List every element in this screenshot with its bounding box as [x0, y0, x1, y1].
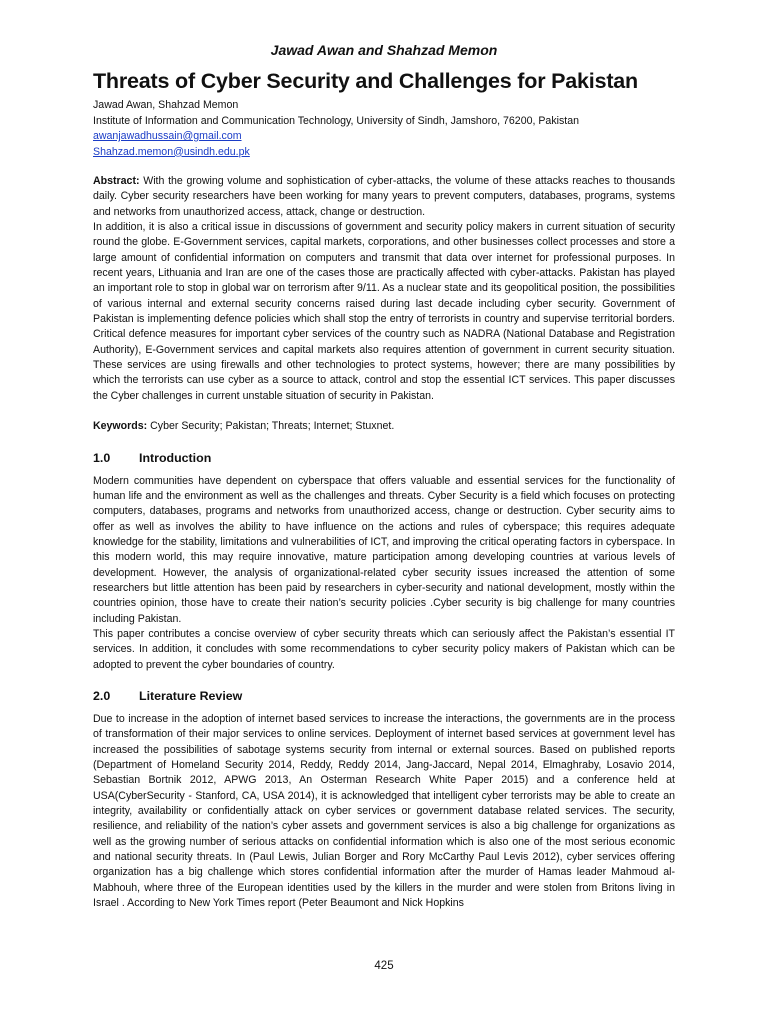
author-names: Jawad Awan, Shahzad Memon	[93, 99, 239, 111]
keywords-label: Keywords:	[93, 420, 148, 433]
email-link[interactable]: awanjawadhussain@gmail.com	[93, 130, 242, 142]
email-line-2	[93, 145, 675, 161]
abstract-block	[93, 174, 675, 404]
keywords-text: Cyber Security; Pakistan; Threats; Internet; Stuxnet.	[147, 420, 395, 433]
email-line-1	[93, 129, 675, 145]
body-paragraph: This paper contributes a concise overview of cyber security threats which can seriously affect the Pakistan’s essential IT services. In addition, it concludes with some recommendations to cyber security policy makers of Pakistan which can be adopted to prevent the cyber boundaries of country.	[93, 627, 675, 671]
author-affiliation: Institute of Information and Communication Technology, University of Sindh, Jamshoro, 76200, Pakistan	[93, 114, 580, 127]
paper-title: Threats of Cyber Security and Challenges for Pakistan	[93, 69, 638, 93]
section-heading-literature-review	[93, 688, 675, 704]
running-header: Jawad Awan and Shahzad Memon	[270, 42, 498, 58]
body-paragraph: Modern communities have dependent on cyberspace that offers valuable and essential services for the functionality of human life and the environment as well as the challenges and threats. Cyber Security is a field which focuses on protecting computers, databases, programs and networks from unauthorized access, change or destruction. Cyber security aims to offer as well as involves the ability to have influence on the actions and rules of cyberspace; this requires adequate knowledge for the stability, limitations and vulnerabilities of ICT, and improving the critical operating factors in cyberspace. In this modern world, this may require innovative, mature participation among developing countries at various levels of development. However, the analysis of organizational-related cyber security issues increased the attention of some researchers but little attention has been paid by researchers in cyber-security and national development, mostly within the countries opinion, those have to create their nation’s security policies .Cyber security is big challenge for many countries including Pakistan.	[93, 474, 675, 625]
abstract-text: With the growing volume and sophistication of cyber-attacks, the volume of these attacks reaches to thousands daily. Cyber security researchers have been working for many years to prevent computers, databases, programs, systems and networks from unauthorized access, attack, change or destruction.	[93, 175, 675, 218]
section-number: 1.0	[93, 450, 111, 465]
body-paragraph: Due to increase in the adoption of internet based services to increase the interactions, the governments are in the process of transformation of their major services to online services. Deployment of internet based services at government level has increased the possibilities of sabotage systems security from internal or external sources. Based on published reports (Department of Homeland Security 2014, Reddy, Reddy 2014, Jang-Jaccard, Nepal 2014, Elmaghraby, Losavio 2014, Sebastian Bortnik 2012, APWG 2013, An Osterman Research White Paper 2015) and a conference held at USA(CyberSecurity - Stanford, CA, USA 2014), it is acknowledged that intelligent cyber terrorists may be able to create an integrity, availability or confidentially attack on cyber services or government database related services. The security, resilience, and reliability of the nation’s cyber assets and government services is also a big challenge for organizations as well as the growing number of serious attacks on confidential information which is also one of the most serious economic and national security threats. In (Paul Lewis, Julian Borger and Rory McCarthy Paul Levis 2012), cyber services offering organization has a big challenge which stores confidential information after the murder of Hamas leader Mahmoud al-Mabhouh, where three of the European identities used by the killers in the murder and were stolen from Britons living in Israel . According to New York Times report (Peter Beaumont and Nick Hopkins	[93, 712, 675, 910]
email-link[interactable]: Shahzad.memon@usindh.edu.pk	[93, 145, 250, 158]
section-title: Literature Review	[139, 688, 243, 703]
section-heading-introduction	[93, 450, 675, 466]
section-number: 2.0	[93, 688, 111, 703]
paper-content	[93, 68, 675, 911]
page-number: 425	[374, 960, 394, 972]
abstract-paragraph: In addition, it is also a critical issue in discussions of government and security policy makers in current situation of security round the globe. E-Government services, capital markets, corporations, and other businesses collect processes and store a large amount of confidential information on computers and transmit that data over internet for professional purposes. In recent years, Lithuania and Iran are one of the cases those are practically affected with cyber-attacks. Pakistan has played an important role to stop in global war on terrorism after 9/11. As a nuclear state and its geopolitical position, the possibilities of various internal and external security concerns raised during last decade including cyber security. Government of Pakistan is implementing defence policies which shall stop the entry of terrorists in country and supervise territorial borders. Critical defence measures for important cyber services of the country such as NADRA (National Database and Registration Authority), E-Government services and capital markets also requires attention of government in current security situation. These services are using firewalls and other technologies to protect systems, however; there are many possibilities by which the terrorists can use cyber as a source to attack, control and stop the essential ICT services. This paper discusses the Cyber challenges in current unstable situation of security in Pakistan.	[93, 221, 675, 402]
abstract-label: Abstract:	[93, 175, 140, 187]
section-title: Introduction	[139, 450, 212, 465]
abstract-paragraph	[93, 174, 675, 220]
keywords-line	[93, 419, 675, 434]
